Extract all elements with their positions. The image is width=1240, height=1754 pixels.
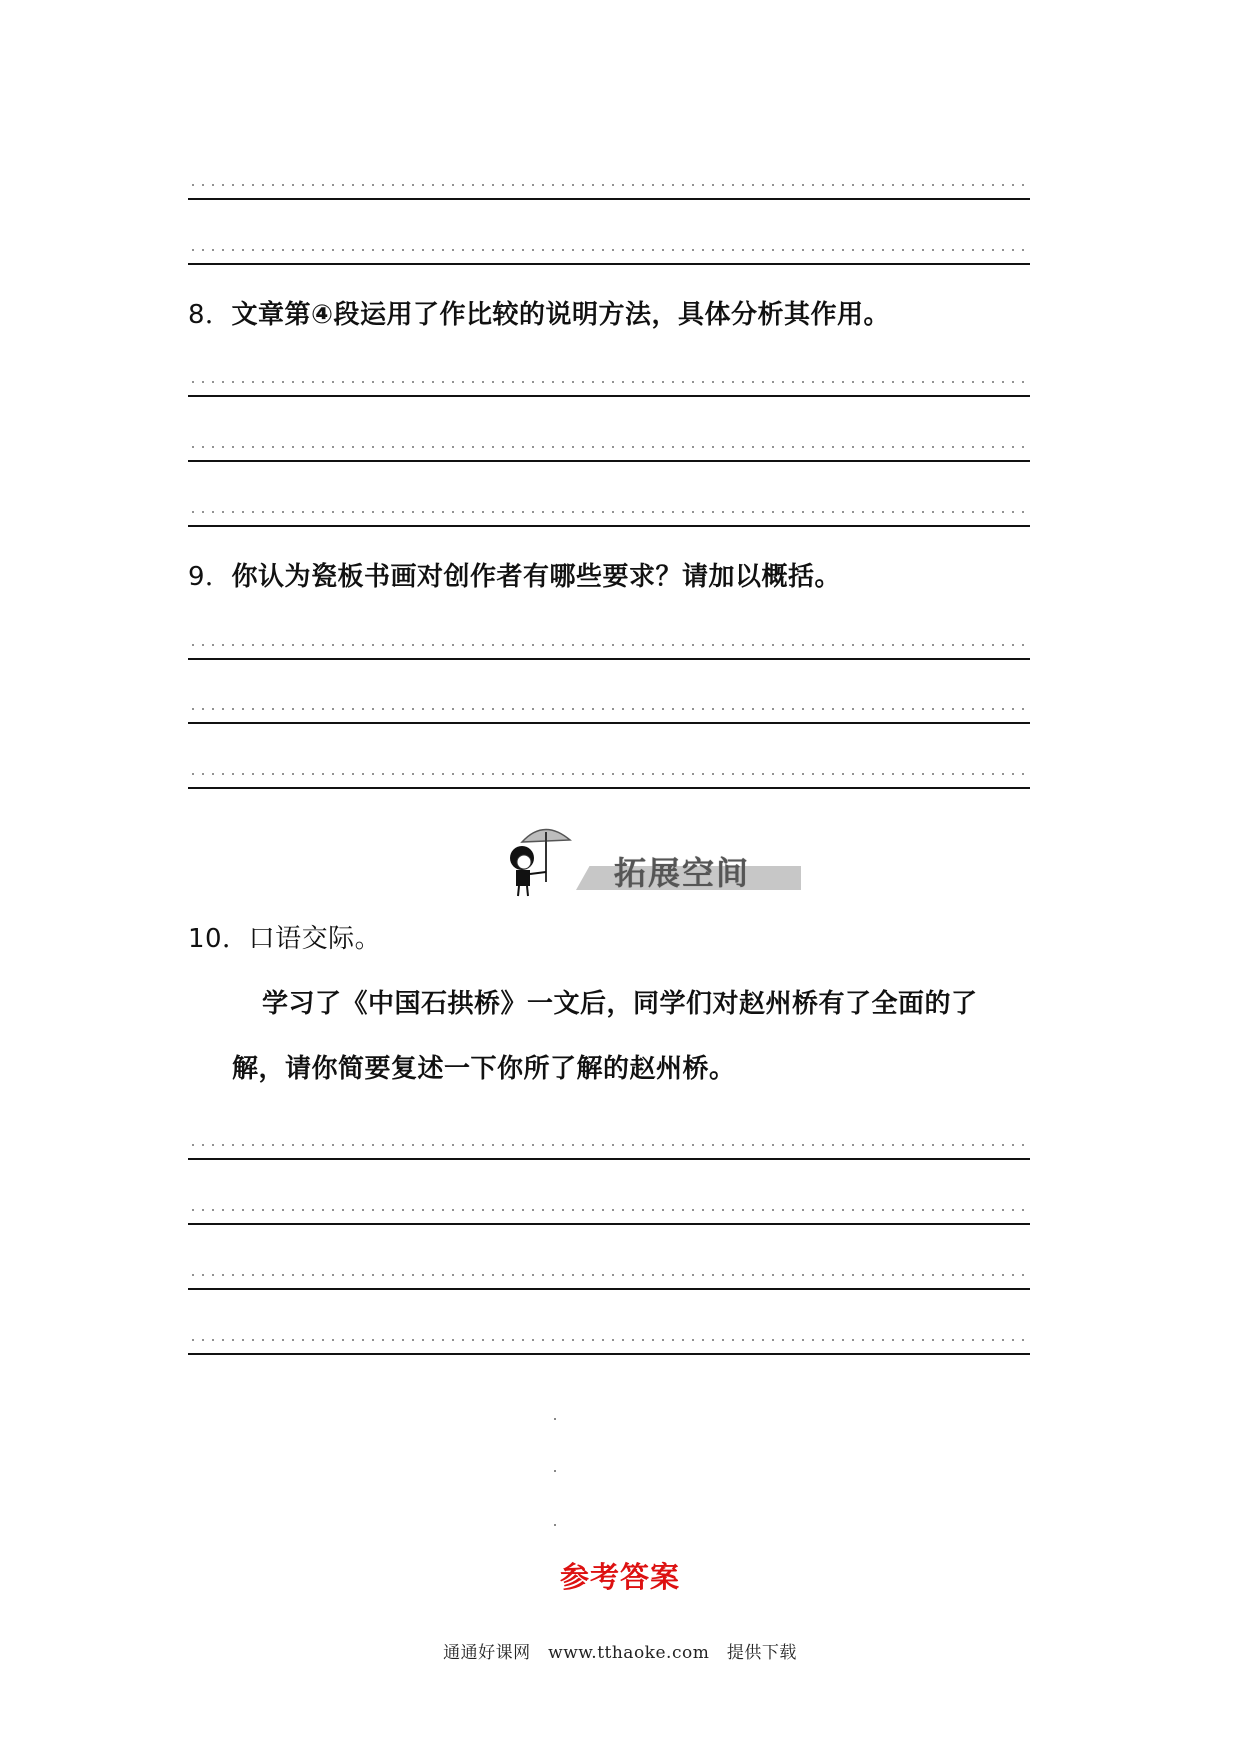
- section-title: [576, 854, 801, 890]
- section-title-label: 拓展空间: [614, 854, 751, 892]
- answer-line[interactable]: [188, 773, 1030, 789]
- umbrella-girl-icon: [500, 820, 580, 900]
- answer-line[interactable]: [188, 511, 1030, 527]
- question-10: [188, 922, 381, 956]
- answer-line[interactable]: [188, 1339, 1030, 1355]
- answer-line[interactable]: [188, 249, 1030, 265]
- answer-heading: 参考答案: [559, 1560, 680, 1594]
- speck: [554, 1524, 556, 1526]
- answer-line[interactable]: [188, 381, 1030, 397]
- answer-line[interactable]: [188, 644, 1030, 660]
- answer-line[interactable]: [188, 708, 1030, 724]
- question-number: 9．: [188, 562, 232, 592]
- speck: [554, 1418, 556, 1420]
- question-number: 8．: [188, 300, 232, 330]
- answer-line[interactable]: [188, 184, 1030, 200]
- answer-line[interactable]: [188, 1274, 1030, 1290]
- speck: [554, 1470, 556, 1472]
- answer-line[interactable]: [188, 446, 1030, 462]
- question-text: 口语交际。: [248, 924, 382, 954]
- question-text: 文章第④段运用了作比较的说明方法，具体分析其作用。: [231, 300, 891, 330]
- question-number: 10．: [188, 924, 249, 954]
- question-text: 你认为瓷板书画对创作者有哪些要求？请加以概括。: [231, 562, 842, 592]
- footer-source: 通通好课网 www.tthaoke.com 提供下载: [443, 1643, 797, 1663]
- question-9: [188, 560, 841, 594]
- answer-line[interactable]: [188, 1144, 1030, 1160]
- q10-paragraph-line2: 解，请你简要复述一下你所了解的赵州桥。: [232, 1054, 736, 1084]
- answer-line[interactable]: [188, 1209, 1030, 1225]
- question-8: [188, 298, 890, 332]
- q10-paragraph-line1: 学习了《中国石拱桥》一文后，同学们对赵州桥有了全面的了: [262, 989, 978, 1019]
